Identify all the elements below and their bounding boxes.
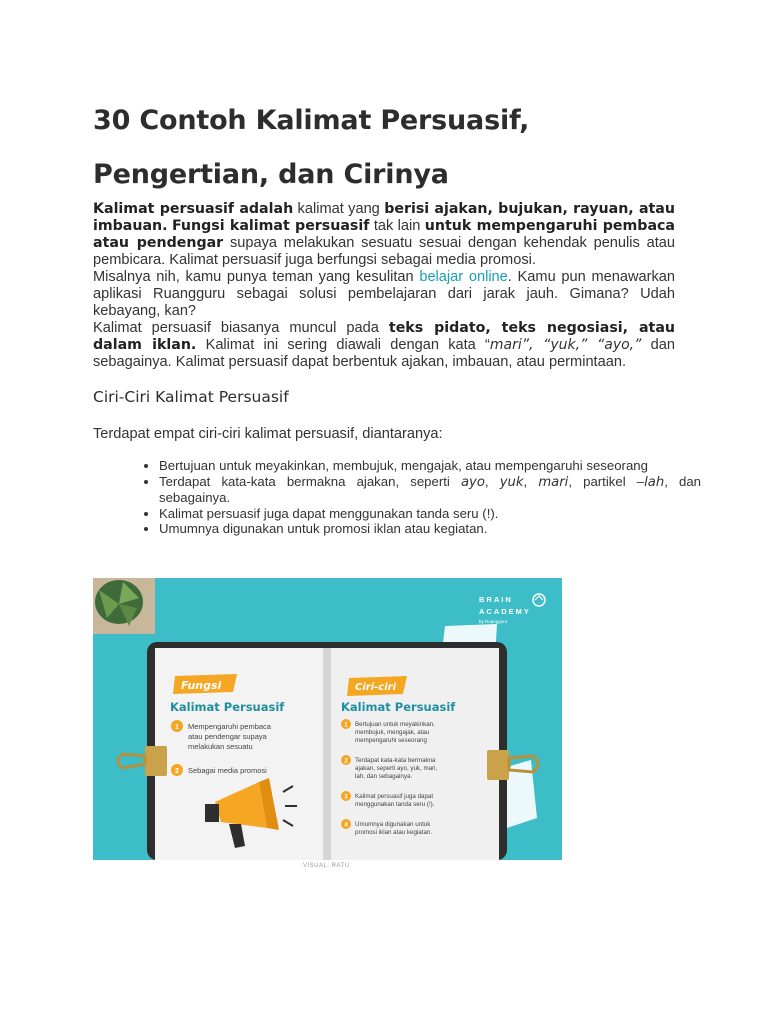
right-num-1: 1 (344, 722, 348, 729)
left-num-2: 2 (175, 768, 179, 775)
section-heading: Ciri-Ciri Kalimat Persuasif (93, 388, 289, 406)
left-item-2-line-1: Sebagai media promosi (188, 766, 267, 775)
left-item-1-line-3: melakukan sesuatu (188, 742, 253, 751)
succulent-plant-icon (93, 578, 155, 634)
brand-line-1: BRAIN (479, 595, 513, 604)
right-num-4: 4 (344, 822, 348, 829)
left-tag: Fungsi (181, 679, 222, 692)
right-item-3-line-2: menggunakan tanda seru (!). (355, 801, 435, 808)
list-item: • Bertujuan untuk meyakinkan, membujuk, mengajak, atau mempengaruhi seseorang (159, 458, 701, 474)
list-item: • Umumnya digunakan untuk promosi iklan atau kegiatan. (159, 521, 701, 537)
article-body (93, 201, 675, 371)
left-item-1-line-1: Mempengaruhi pembaca (188, 722, 271, 731)
paragraph-definition: Kalimat persuasif adalah kalimat yang berisi ajakan, bujukan, rayuan, atau imbauan. Fungsi kalimat persuasif tak lain untuk mempengaruhi pembaca atau pendengar supaya melakukan sesuatu sesuai dengan kehendak penulis atau pembicara. Kalimat persuasif juga berfungsi sebagai media promosi. (93, 201, 676, 268)
paragraph-usage: Kalimat persuasif biasanya muncul pada teks pidato, teks negosiasi, atau dalam iklan. Kalimat ini sering diawali dengan kata “mari”, “yuk,” “ayo,” dan sebagainya. Kalimat persuasif dapat berbentuk ajakan, imbauan, atau permintaan. (93, 320, 675, 370)
infographic-image (93, 578, 562, 860)
page-title: 30 Contoh Kalimat Persuasif, Pengertian, dan Cirinya (93, 105, 530, 190)
right-item-4-line-1: Umumnya digunakan untuk (355, 821, 431, 828)
paragraph-example: Misalnya nih, kamu punya teman yang kesulitan belajar online. Kamu pun menawarkan aplikasi Ruangguru sebagai solusi pembelajaran dari jarak jauh. Gimana? Udah kebayang, kan? (93, 269, 675, 319)
infographic-svg (93, 578, 562, 860)
left-title: Kalimat Persuasif (170, 700, 285, 714)
right-item-2-line-2: ajakan, seperti ayo, yuk, mari, (355, 765, 438, 772)
right-num-3: 3 (344, 794, 348, 801)
right-item-1-line-3: mempengaruhi seseorang (355, 737, 427, 744)
right-num-2: 2 (344, 758, 348, 765)
brand-line-2: ACADEMY (479, 607, 531, 616)
image-caption: VISUAL: RATU (303, 863, 350, 869)
right-item-2-line-3: lah, dan sebagainya. (355, 773, 413, 780)
right-item-1-line-1: Bertujuan untuk meyakinkan, (355, 721, 435, 728)
right-item-4-line-2: promosi iklan atau kegiatan. (355, 829, 433, 836)
left-item-1-line-2: atau pendengar supaya (188, 732, 267, 741)
right-item-2-line-1: Terdapat kata-kata bermakna (355, 757, 436, 764)
characteristics-list (133, 458, 701, 537)
right-title: Kalimat Persuasif (341, 700, 456, 714)
right-tag: Ciri-ciri (355, 682, 396, 693)
list-item: • Kalimat persuasif juga dapat menggunakan tanda seru (!). (159, 506, 701, 522)
left-num-1: 1 (175, 724, 179, 731)
brand-sub: by Ruangguru (479, 619, 508, 624)
list-intro: Terdapat empat ciri-ciri kalimat persuasif, diantaranya: (93, 426, 443, 442)
list-item: • Terdapat kata-kata bermakna ajakan, seperti ayo, yuk, mari, partikel –lah, dan sebagainya. (159, 474, 701, 506)
right-item-1-line-2: membujuk, mengajak, atau (355, 729, 430, 736)
belajar-online-link[interactable]: belajar online (419, 269, 508, 285)
right-item-3-line-1: Kalimat persuasif juga dapat (355, 793, 434, 800)
